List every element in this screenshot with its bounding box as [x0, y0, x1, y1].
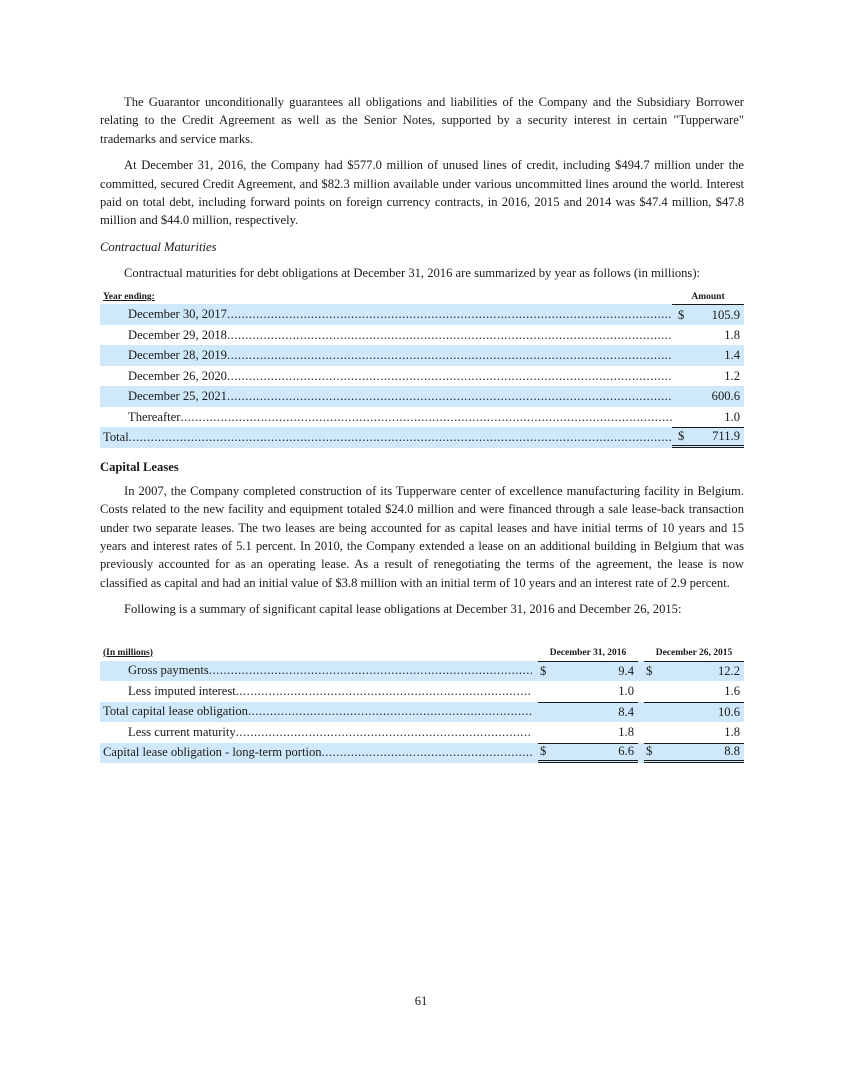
year-ending-header: Year ending: [103, 292, 155, 303]
row-label: Less current maturity [128, 724, 236, 739]
row-label: December 25, 2021 [128, 389, 227, 403]
row-value: 1.8 [724, 724, 740, 739]
table-row [100, 407, 744, 428]
table-row-total [100, 427, 744, 448]
maturities-table-header [100, 290, 744, 304]
row-value: 1.0 [724, 409, 740, 424]
row-value: 600.6 [711, 389, 740, 403]
currency-symbol: $ [678, 429, 685, 443]
table-row [100, 386, 744, 407]
currency-symbol: $ [646, 663, 653, 678]
row-value: 1.8 [724, 327, 740, 342]
table-row [100, 661, 744, 682]
table-row [100, 345, 744, 366]
row-label: December 26, 2020 [128, 368, 227, 383]
paragraph-guarantor: The Guarantor unconditionally guarantees all obligations and liabilities of the Company and the Subsidiary Borrower relating to the Credit Agreement as well as the Senior Notes, supported by a security interest in certain "Tupperware" trademarks and service marks. [100, 95, 744, 146]
maturities-table [100, 290, 744, 448]
row-value: 8.4 [618, 704, 634, 719]
capital-leases-heading: Capital Leases [100, 459, 179, 474]
row-value: 1.2 [724, 368, 740, 383]
paragraph-lease-summary-intro: Following is a summary of significant capital lease obligations at December 31, 2016 and December 26, 2015: [124, 602, 682, 617]
row-label: December 30, 2017 [128, 307, 227, 321]
currency-symbol: $ [646, 744, 653, 759]
col-2015-header: December 26, 2015 [655, 647, 733, 658]
currency-symbol: $ [540, 744, 547, 759]
capital-lease-table [100, 633, 744, 764]
row-value: 1.0 [618, 683, 634, 698]
table-row [100, 366, 744, 387]
row-value: 6.6 [618, 744, 634, 759]
row-label: Less imputed interest [128, 683, 236, 698]
row-label: Total capital lease obligation [103, 704, 248, 719]
row-value: 711.9 [712, 429, 740, 443]
row-value: 9.4 [618, 663, 634, 678]
table-row [100, 304, 744, 325]
page-content [100, 93, 744, 763]
row-label: December 29, 2018 [128, 327, 227, 342]
paragraph-lines-of-credit: At December 31, 2016, the Company had $577.0 million of unused lines of credit, including $494.7 million under the committed, secured Credit Agreement, and $82.3 million available under various uncommitted lines around the world. Interest paid on total debt, including forward points on foreign currency contracts, in 2016, 2015 and 2014 was $47.4 million, $47.8 million and $44.0 million, respectively. [100, 158, 744, 228]
row-value: 8.8 [724, 744, 740, 759]
row-label: Gross payments [128, 663, 209, 678]
row-value: 1.8 [618, 724, 634, 739]
row-label: Total [103, 430, 129, 444]
currency-symbol: $ [678, 307, 685, 322]
paragraph-capital-leases: In 2007, the Company completed construction of its Tupperware center of excellence manufacturing facility in Belgium. Costs related to the new facility and equipment totaled $24.0 million and were financed through a sale lease-back transaction under two separate leases. The two leases are being accounted for as capital leases and have initial terms of 10 years and 15 years and interest rates of 5.1 percent. In 2010, the Company extended a lease on an additional building in Belgium that was previously accounted for as an operating lease. As a result of renegotiating the terms of the agreement, the lease is now classified as capital and had an initial value of $3.8 million with an initial term of 10 years and an interest rate of 2.9 percent. [100, 483, 744, 590]
table-row [100, 702, 744, 723]
row-label: Thereafter [128, 409, 181, 424]
table-row [100, 722, 744, 743]
col-2016-header: December 31, 2016 [549, 647, 627, 658]
row-value: 12.2 [717, 663, 740, 678]
capital-lease-table-header [100, 633, 744, 661]
table-row-total [100, 743, 744, 764]
contractual-maturities-heading: Contractual Maturities [100, 239, 217, 254]
in-millions-header: (In millions) [103, 647, 153, 658]
amount-header: Amount [691, 292, 725, 303]
row-value: 105.9 [711, 307, 740, 322]
row-label: December 28, 2019 [128, 348, 227, 362]
row-value: 10.6 [717, 704, 740, 719]
table-row [100, 325, 744, 346]
page-number: 61 [414, 994, 428, 1008]
paragraph-maturities-intro: Contractual maturities for debt obligations at December 31, 2016 are summarized by year as follows (in millions): [124, 265, 701, 280]
table-row [100, 681, 744, 702]
currency-symbol: $ [540, 663, 547, 678]
row-label: Capital lease obligation - long-term portion [103, 745, 322, 760]
row-value: 1.4 [724, 348, 740, 362]
row-value: 1.6 [724, 683, 740, 698]
